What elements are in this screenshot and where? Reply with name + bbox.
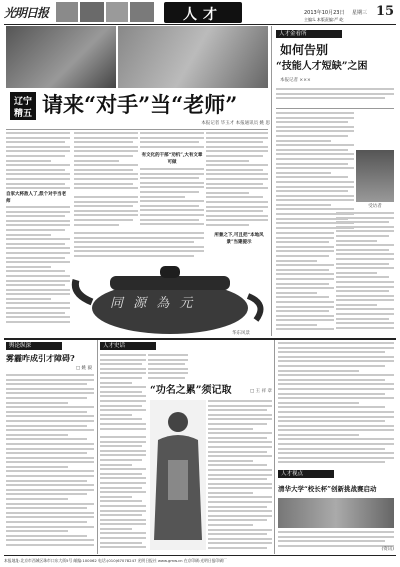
divider (4, 338, 396, 340)
body-text (140, 168, 204, 228)
body-text (74, 232, 204, 260)
bottom-mid-byline: □ 王 祥 章 (249, 389, 272, 394)
right-headline-2: “技能人才短缺”之困 (276, 61, 368, 72)
body-text (276, 88, 394, 104)
bottom-right-byline: (资讯) (381, 547, 394, 552)
body-text (208, 400, 272, 552)
subhead: 自家大将敌人了,派个对手当老师 (6, 192, 67, 204)
header-photo (106, 2, 128, 22)
body-text (74, 132, 138, 192)
body-text (100, 436, 146, 552)
divider (97, 340, 98, 554)
photo-caption: 华东风景 (232, 331, 250, 336)
divider (6, 129, 268, 130)
header-photo (80, 2, 104, 22)
kicker-line: 辽宁 (13, 97, 32, 106)
body-text (6, 132, 70, 190)
kicker-line: 精五 (13, 109, 32, 118)
portrait-illustration (150, 400, 206, 550)
section-label: 人才金看所 (276, 30, 342, 38)
body-text (74, 196, 138, 228)
divider (274, 340, 275, 554)
lead-photo (6, 26, 116, 88)
lead-byline: 本报记者 毕玉才 本报通讯员 姚 思 (201, 121, 270, 126)
divider (276, 108, 394, 109)
body-text (206, 132, 268, 228)
body-text (276, 232, 334, 334)
weekday: 星期三 (352, 10, 368, 16)
divider (271, 26, 272, 336)
lead-headline: 请来“对手”当“老师” (42, 92, 238, 117)
teapot-inscription: 同 源 為 元 (110, 296, 196, 311)
body-text (6, 206, 70, 324)
header-photo (56, 2, 78, 22)
lead-photo (118, 26, 268, 88)
page-number: 15 (376, 4, 395, 19)
header-photo-strip (56, 2, 156, 24)
bottom-left-byline: □ 姚 毅 (75, 366, 92, 371)
bottom-mid-headline: “功名之累”须记取 (150, 385, 232, 396)
date-line: 2013年10月23日 (304, 10, 345, 16)
section-title-badge (164, 2, 242, 23)
body-text (336, 212, 394, 334)
divider (4, 555, 396, 556)
section-label: 人才视点 (278, 470, 334, 478)
right-headline: 如何告别 (280, 43, 329, 57)
section-title: 人才 (183, 7, 223, 21)
footer-text: 本报地址:北京市西城区珠市口东大街5号 邮编:100062 电话:(010)67078247 光明日报社 www.gmw.cn 在京印刷:光明日报印刷厂 (4, 558, 227, 563)
subhead: 有文化的干部“劝机”,大有文章可做 (141, 153, 203, 165)
person-photo (356, 150, 394, 202)
body-text (278, 342, 394, 466)
header-photo (130, 2, 154, 22)
event-photo (278, 498, 394, 528)
body-text (140, 132, 204, 150)
section-label: 舆论纵深 (6, 342, 62, 350)
right-byline: 本报记者 ××× (280, 78, 311, 83)
person-caption: 受访者 (368, 204, 382, 209)
bottom-right-headline: 清华大学“校长杯”创新挑战赛启动 (278, 485, 377, 493)
lead-story-kicker (10, 92, 36, 120)
body-text (6, 374, 94, 552)
section-label: 人才史话 (100, 342, 156, 350)
subhead: 所兼之下,可且把“本地风景”当建提示 (214, 233, 264, 245)
editor-line: 主编:L 本版责编:严 屹 (304, 17, 344, 22)
body-text (148, 354, 188, 384)
body-text (100, 354, 146, 434)
logo: 光明日报 (4, 6, 49, 20)
bottom-left-headline: 雾霾咋成引才障碍? (6, 353, 75, 363)
